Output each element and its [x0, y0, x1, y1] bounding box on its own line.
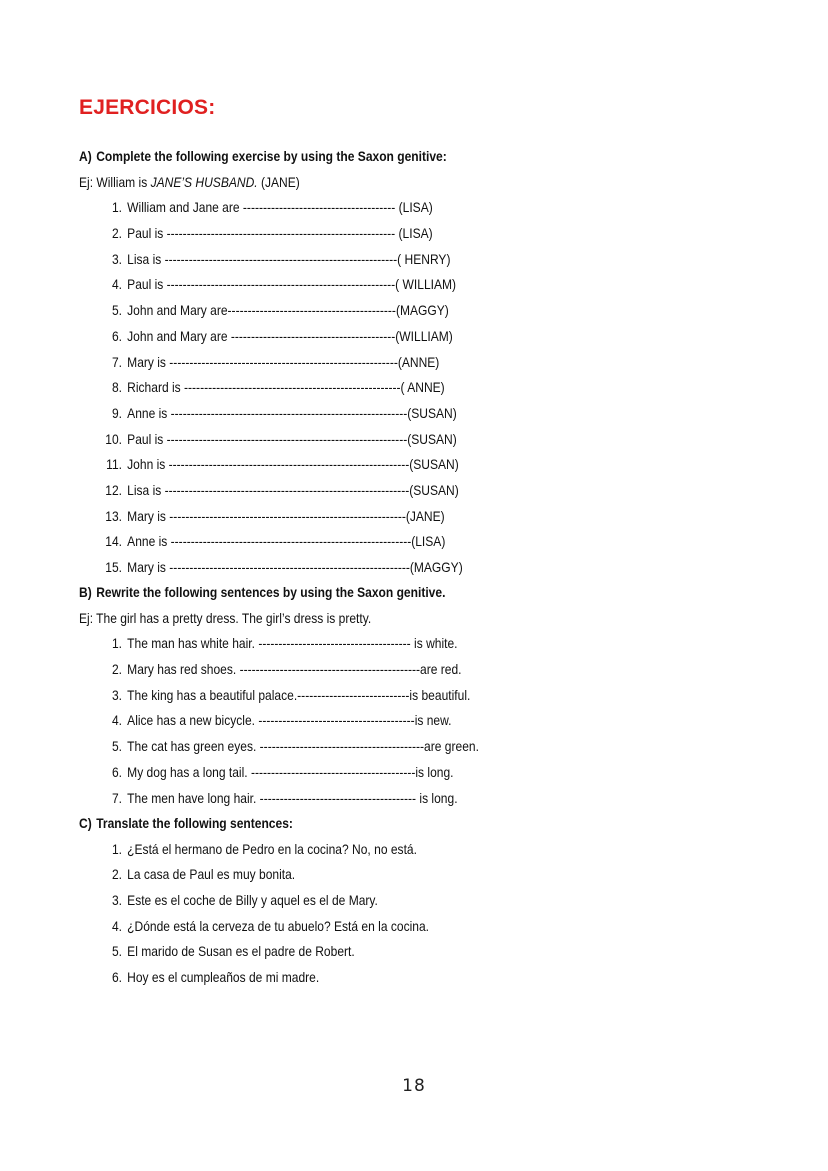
- item-text: Mary has red shoes. ---------------------------------------------are red.: [127, 661, 462, 678]
- section-b-list: [79, 631, 779, 811]
- item-text: John is ------------------------------------------------------------(SUSAN): [127, 456, 459, 473]
- item-text: William and Jane are -------------------------------------- (LISA): [127, 199, 433, 216]
- item-number: 7.: [111, 789, 122, 806]
- section-c-heading: [79, 811, 681, 837]
- section-a: [79, 144, 779, 581]
- item-text: The men have long hair. --------------------------------------- is long.: [127, 789, 458, 806]
- item-number: 1.: [111, 840, 122, 857]
- section-b: [79, 580, 779, 811]
- list-item: [79, 708, 681, 734]
- list-item: [79, 375, 681, 401]
- item-number: 4.: [111, 917, 122, 934]
- item-text: Paul is ------------------------------------------------------------(SUSAN): [127, 430, 457, 447]
- item-text: ¿Dónde está la cerveza de tu abuelo? Está en la cocina.: [127, 917, 430, 934]
- section-letter: A): [79, 148, 92, 164]
- item-number: 2.: [111, 225, 122, 242]
- example-suffix: (JANE): [257, 173, 300, 190]
- list-item: [79, 350, 681, 376]
- item-text: Anne is -----------------------------------------------------------(SUSAN): [127, 404, 457, 421]
- section-a-heading: [79, 144, 681, 170]
- item-number: 3.: [111, 892, 122, 909]
- section-letter: B): [79, 584, 92, 600]
- section-heading-text: Translate the following sentences:: [96, 815, 293, 831]
- item-text: Lisa is -------------------------------------------------------------(SUSAN): [127, 481, 459, 498]
- section-c: [79, 811, 779, 991]
- item-number: 6.: [111, 763, 122, 780]
- section-b-heading: [79, 580, 681, 606]
- list-item: [79, 221, 681, 247]
- section-a-example: [79, 170, 681, 196]
- item-number: 15.: [105, 559, 122, 575]
- item-text: Este es el coche de Billy y aquel es el de Mary.: [127, 892, 378, 909]
- item-text: John and Mary are------------------------------------------(MAGGY): [127, 302, 449, 319]
- item-text: The king has a beautiful palace.----------------------------is beautiful.: [127, 686, 471, 703]
- item-text: Lisa is ----------------------------------------------------------( HENRY): [127, 250, 451, 267]
- item-number: 12.: [105, 481, 122, 498]
- item-text: ¿Está el hermano de Pedro en la cocina? No, no está.: [127, 840, 417, 857]
- list-item: [79, 555, 681, 581]
- item-text: El marido de Susan es el padre de Robert.: [127, 943, 355, 960]
- item-number: 6.: [111, 327, 122, 344]
- item-number: 9.: [111, 404, 122, 421]
- item-number: 11.: [106, 456, 122, 473]
- item-text: Paul is --------------------------------------------------------- (LISA): [127, 225, 433, 242]
- list-item: [79, 272, 681, 298]
- example-italic: JANE’S HUSBAND.: [150, 173, 258, 190]
- item-text: Paul is ---------------------------------------------------------( WILLIAM): [127, 276, 457, 293]
- item-text: Hoy es el cumpleaños de mi madre.: [127, 969, 320, 986]
- list-item: [79, 939, 681, 965]
- list-item: [79, 247, 681, 273]
- item-text: The cat has green eyes. -----------------------------------------are green.: [127, 738, 479, 755]
- section-b-example: Ej: The girl has a pretty dress. The girl’s dress is pretty.: [79, 609, 372, 626]
- list-item: [79, 914, 681, 940]
- section-letter: C): [79, 815, 92, 831]
- item-number: 14.: [105, 533, 122, 550]
- item-number: 7.: [111, 353, 122, 370]
- item-text: Mary is ------------------------------------------------------------(MAGGY): [127, 559, 463, 575]
- list-item: [79, 760, 681, 786]
- item-text: Mary is -----------------------------------------------------------(JANE): [127, 507, 445, 524]
- list-item: [79, 529, 681, 555]
- list-item: [79, 631, 681, 657]
- list-item: [79, 478, 681, 504]
- section-c-list: [79, 837, 779, 991]
- list-item: [79, 452, 681, 478]
- item-number: 2.: [111, 661, 122, 678]
- list-item: [79, 786, 681, 812]
- list-item: [79, 657, 681, 683]
- list-item: [79, 734, 681, 760]
- item-text: Mary is ---------------------------------------------------------(ANNE): [127, 353, 440, 370]
- item-text: Richard is ------------------------------------------------------( ANNE): [127, 379, 445, 396]
- list-item: [79, 195, 681, 221]
- item-number: 2.: [111, 866, 122, 883]
- list-item: [79, 683, 681, 709]
- list-item: [79, 504, 681, 530]
- list-item: [79, 862, 681, 888]
- item-number: 3.: [111, 686, 122, 703]
- list-item: [79, 324, 681, 350]
- item-number: 3.: [111, 250, 122, 267]
- section-heading-text: Complete the following exercise by using the Saxon genitive:: [96, 148, 447, 164]
- list-item: [79, 888, 681, 914]
- section-heading-text: Rewrite the following sentences by using the Saxon genitive.: [96, 584, 446, 600]
- item-number: 5.: [111, 302, 122, 319]
- item-number: 5.: [111, 738, 122, 755]
- item-number: 5.: [111, 943, 122, 960]
- item-text: Anne is ------------------------------------------------------------(LISA): [127, 533, 446, 550]
- item-text: Alice has a new bicycle. ---------------------------------------is new.: [127, 712, 452, 729]
- item-number: 4.: [111, 712, 122, 729]
- list-item: [79, 427, 681, 453]
- item-number: 8.: [111, 379, 122, 396]
- page-number: 18: [402, 1076, 426, 1096]
- list-item: [79, 298, 681, 324]
- item-text: My dog has a long tail. -----------------------------------------is long.: [127, 763, 454, 780]
- list-item: [79, 965, 681, 991]
- item-number: 13.: [105, 507, 122, 524]
- item-number: 1.: [111, 199, 122, 216]
- item-number: 4.: [111, 276, 122, 293]
- item-text: John and Mary are -----------------------------------------(WILLIAM): [127, 327, 453, 344]
- item-text: La casa de Paul es muy bonita.: [127, 866, 296, 883]
- list-item: [79, 401, 681, 427]
- page-title: EJERCICIOS:: [79, 96, 216, 119]
- item-number: 6.: [111, 969, 122, 986]
- item-text: The man has white hair. -------------------------------------- is white.: [127, 635, 458, 652]
- item-number: 1.: [111, 635, 122, 652]
- list-item: [79, 837, 681, 863]
- example-prefix: Ej: William is: [79, 173, 151, 190]
- item-number: 10.: [105, 430, 122, 447]
- section-a-list: [79, 195, 779, 580]
